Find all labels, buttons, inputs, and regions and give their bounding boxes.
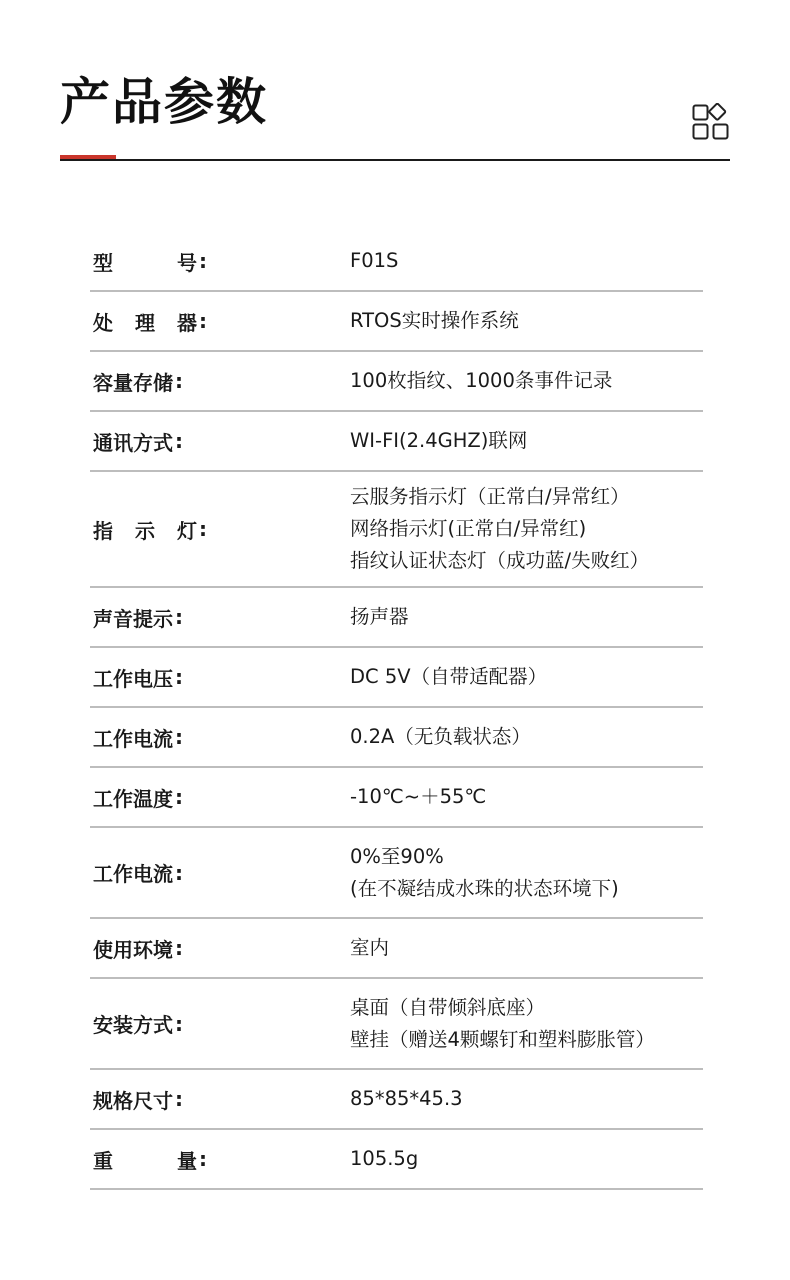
spec-value	[350, 365, 703, 397]
spec-value-line: 105.5g	[350, 1147, 419, 1170]
spec-label	[90, 1145, 350, 1174]
spec-row	[90, 768, 703, 828]
spec-label-colon: :	[175, 605, 183, 629]
spec-label-text: 规格尺寸	[93, 1088, 173, 1113]
spec-label	[90, 603, 350, 632]
spec-row	[90, 979, 703, 1070]
spec-label	[90, 307, 350, 336]
spec-label	[90, 723, 350, 752]
spec-label	[90, 515, 350, 544]
spec-value-line: 室内	[350, 936, 390, 959]
spec-value-line: 扬声器	[350, 605, 409, 628]
spec-label-text: 重 量	[93, 1148, 197, 1173]
spec-label-colon: :	[175, 429, 183, 453]
spec-value-line: 壁挂（赠送4颗螺钉和塑料膨胀管）	[350, 1027, 655, 1051]
spec-value-line: 指纹认证状态灯（成功蓝/失败红）	[350, 549, 650, 572]
spec-label-text: 处 理 器	[93, 310, 197, 335]
spec-value-line: WI-FI(2.4GHZ)联网	[350, 429, 528, 452]
spec-value	[350, 932, 703, 964]
spec-row	[90, 352, 703, 412]
spec-value	[350, 305, 703, 337]
spec-label-colon: :	[175, 725, 183, 749]
spec-label-colon: :	[199, 309, 207, 333]
spec-value-line: 云服务指示灯（正常白/异常红）	[350, 485, 630, 508]
spec-row	[90, 1130, 703, 1190]
spec-value	[350, 992, 703, 1056]
spec-row	[90, 919, 703, 979]
spec-row	[90, 588, 703, 648]
spec-label-colon: :	[175, 369, 183, 393]
spec-label-colon: :	[175, 1087, 183, 1111]
spec-label-text: 工作电流	[93, 726, 173, 751]
spec-label-text: 安装方式	[93, 1013, 173, 1037]
grid-diamond-icon	[692, 103, 730, 141]
spec-table	[90, 232, 703, 1190]
spec-label-text: 指 示 灯	[93, 518, 197, 543]
spec-label	[90, 247, 350, 276]
spec-value-line: 0.2A（无负载状态）	[350, 725, 531, 748]
spec-label-text: 使用环境	[93, 937, 173, 962]
spec-label-text: 容量存储	[93, 370, 173, 395]
spec-label	[90, 367, 350, 396]
spec-label	[90, 427, 350, 456]
spec-label-colon: :	[199, 517, 207, 541]
spec-label-text: 工作电压	[93, 666, 173, 691]
spec-label	[90, 663, 350, 692]
spec-label-text: 型 号	[93, 250, 197, 275]
spec-value-line: 桌面（自带倾斜底座）	[350, 995, 546, 1019]
spec-value	[350, 245, 703, 277]
spec-value	[350, 481, 703, 577]
spec-row	[90, 828, 703, 919]
spec-label-colon: :	[199, 249, 207, 273]
spec-value-line: RTOS实时操作系统	[350, 309, 519, 332]
spec-value-line: 网络指示灯(正常白/异常红)	[350, 517, 587, 540]
spec-value-line: 85*85*45.3	[350, 1087, 463, 1110]
spec-label	[90, 858, 350, 887]
spec-value-line: 100枚指纹、1000条事件记录	[350, 369, 613, 392]
spec-label-colon: :	[175, 665, 183, 689]
spec-value-line: F01S	[350, 249, 399, 272]
spec-value	[350, 601, 703, 633]
spec-label-text: 工作温度	[93, 786, 173, 811]
spec-value	[350, 781, 703, 813]
spec-value-line: 0%至90%	[350, 844, 444, 868]
spec-value-line: (在不凝结成水珠的状态环境下)	[350, 876, 619, 900]
spec-label-text: 工作电流	[93, 862, 173, 886]
spec-row	[90, 708, 703, 768]
spec-row	[90, 648, 703, 708]
spec-label-colon: :	[199, 1147, 207, 1171]
spec-row	[90, 472, 703, 588]
spec-row	[90, 1070, 703, 1130]
spec-label	[90, 934, 350, 963]
spec-value	[350, 841, 703, 905]
spec-label-text: 声音提示	[93, 606, 173, 631]
page-title: 产品参数	[60, 73, 268, 131]
spec-value	[350, 1143, 703, 1175]
spec-label	[90, 1085, 350, 1114]
spec-label-colon: :	[175, 860, 183, 885]
spec-value	[350, 661, 703, 693]
spec-row	[90, 412, 703, 472]
spec-label-colon: :	[175, 1011, 183, 1036]
spec-label	[90, 783, 350, 812]
spec-value-line: -10℃~＋55℃	[350, 785, 487, 808]
spec-value	[350, 721, 703, 753]
spec-row	[90, 232, 703, 292]
spec-value-line: DC 5V（自带适配器）	[350, 665, 548, 688]
spec-value	[350, 1083, 703, 1115]
spec-label-colon: :	[175, 936, 183, 960]
spec-label-text: 通讯方式	[93, 430, 173, 455]
spec-label	[90, 1009, 350, 1038]
spec-value	[350, 425, 703, 457]
title-divider	[60, 159, 730, 161]
spec-label-colon: :	[175, 785, 183, 809]
spec-row	[90, 292, 703, 352]
